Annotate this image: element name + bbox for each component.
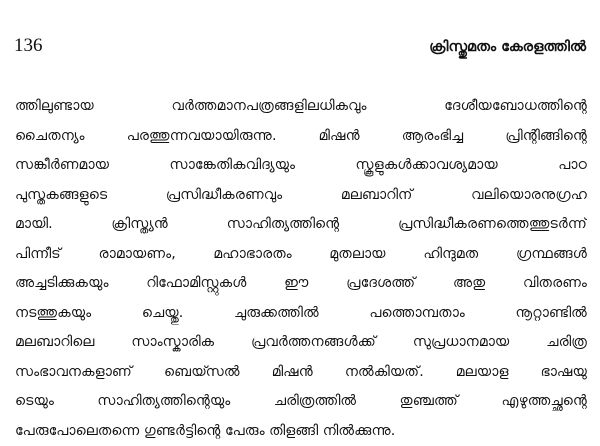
text-line: പുസ്തകങ്ങളുടെ പ്രസിദ്ധീകരണവും മലബാറിന് വലിയൊരനുഗ്രഹ bbox=[15, 181, 587, 211]
text-line: സങ്കീർണമായ സാങ്കേതികവിദ്യയും സ്കൂളുകൾക്കാവശ്യമായ പാഠ bbox=[15, 151, 587, 181]
running-head: ക്രിസ്തുമതം കേരളത്തിൽ bbox=[429, 36, 586, 58]
text-line: അച്ചടിക്കുകയും റിഫോമിസ്റ്റുകൾ ഈ പ്രദേശത്ത് അതു വിതരണം bbox=[15, 269, 587, 299]
text-line: ത്തിലുണ്ടായ വർത്തമാനപത്രങ്ങളിലധികവും ദേശീയബോധത്തിന്റെ bbox=[15, 92, 587, 122]
text-line: പേരുപോലെതന്നെ ഗുണ്ടർട്ടിന്റെ പേരും തിളങ്ങി നിൽക്കുന്നു. bbox=[15, 417, 587, 446]
text-line: നടത്തുകയും ചെയ്തു. ചുരുക്കത്തിൽ പത്തൊമ്പതാം നൂറ്റാണ്ടിൽ bbox=[15, 299, 587, 329]
body-paragraph bbox=[15, 92, 587, 446]
text-line: പിന്നീട് രാമായണം, മഹാഭാരതം മുതലായ ഹിന്ദുമത ഗ്രന്ഥങ്ങൾ bbox=[15, 240, 587, 270]
text-line: ചൈതന്യം പരത്തുന്നവയായിരുന്നു. മിഷൻ ആരംഭിച്ച പ്രിന്റിങ്ങിന്റെ bbox=[15, 122, 587, 152]
text-line: മായി. ക്രിസ്ത്യൻ സാഹിത്യത്തിന്റെ പ്രസിദ്ധീകരണത്തെത്തുടർന്ന് bbox=[15, 210, 587, 240]
text-line: സംഭാവനകളാണ് ബെയ്സൽ മിഷൻ നൽകിയത്. മലയാള ഭാഷയു bbox=[15, 358, 587, 388]
text-line: ടെയും സാഹിത്യത്തിന്റെയും ചരിത്രത്തിൽ തുഞ്ചത്ത് എഴുത്തച്ഛന്റെ bbox=[15, 387, 587, 417]
text-line: മലബാറിലെ സാംസ്കാരിക പ്രവർത്തനങ്ങൾക്ക് സുപ്രധാനമായ ചരിത്ര bbox=[15, 328, 587, 358]
page-number: 136 bbox=[14, 34, 43, 58]
